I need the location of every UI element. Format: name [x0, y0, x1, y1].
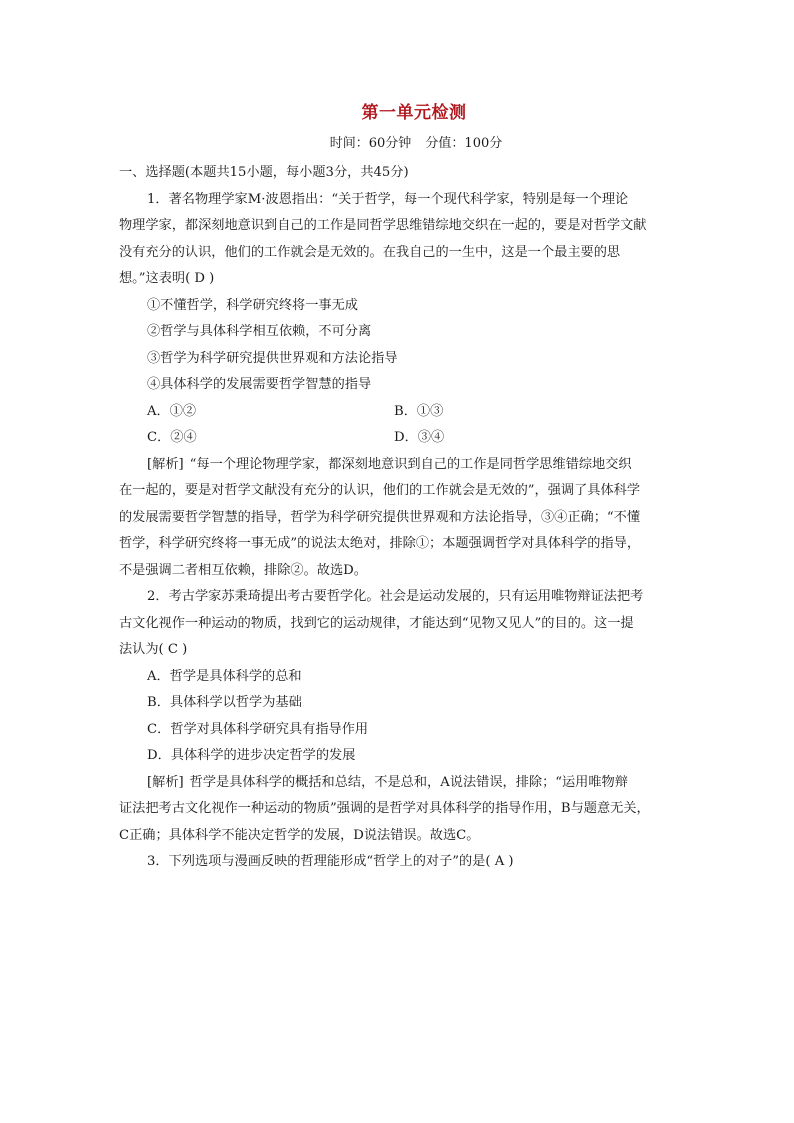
question-stem-line: 没有充分的认识，他们的工作就会是无效的。在我自己的一生中，这是一个最主要的思	[119, 244, 621, 260]
exam-content	[119, 160, 675, 876]
analysis-line: 不是强调二者相互依赖，排除②。故选D。	[119, 562, 367, 578]
analysis-line: 的发展需要哲学智慧的指导，哲学为科学研究提供世界观和方法论指导，③④正确；“不懂	[119, 509, 641, 525]
analysis-text: “每一个理论物理学家，都深刻地意识到自己的工作是同哲学思维错综地交织	[189, 456, 632, 472]
question-1	[119, 187, 675, 585]
statement-item: ①不懂哲学，科学研究终将一事无成	[147, 297, 358, 313]
question-stem-line: 古文化视作一种运动的物质，找到它的运动规律，才能达到“见物又见人”的目的。这一提	[119, 615, 634, 631]
statement-item: ②哲学与具体科学相互依赖，不可分离	[147, 324, 372, 339]
question-stem-line: 法认为( C )	[119, 642, 188, 657]
question-stem-line: 2．考古学家苏秉琦提出考古要哲学化。社会是运动发展的，只有运用唯物辩证法把考	[147, 589, 644, 604]
analysis-line	[119, 770, 675, 797]
analysis-line: C正确；具体科学不能决定哲学的发展，D说法错误。故选C。	[119, 827, 480, 843]
choice-a: A．哲学是具体科学的总和	[147, 668, 302, 684]
question-3	[119, 849, 675, 876]
statement-item: ④具体科学的发展需要哲学智慧的指导	[147, 377, 372, 392]
page-title: 第一单元检测	[361, 103, 467, 123]
question-stem-line: 想。”这表明( D )	[119, 271, 215, 286]
analysis-line: 证法把考古文化视作一种运动的物质”强调的是哲学对具体科学的指导作用，B与题意无关，	[119, 801, 650, 816]
question-stem-line: 物理学家，都深刻地意识到自己的工作是同哲学思维错综地交织在一起的，要是对哲学文献	[119, 218, 647, 233]
choice-a: A．①②	[147, 403, 197, 419]
question-stem-line: 3．下列选项与漫画反映的哲理能形成“哲学上的对子”的是( A )	[147, 854, 514, 869]
time-limit: 时间：60分钟	[329, 136, 412, 151]
choice-row	[119, 425, 675, 452]
total-score: 分值：100分	[425, 136, 503, 151]
question-2	[119, 584, 675, 849]
exam-meta	[0, 132, 794, 151]
choice-c: C．②④	[147, 430, 197, 445]
question-stem-line: 1．著名物理学家M·波恩指出：“关于哲学，每一个现代科学家，特别是每一个理论	[147, 191, 629, 207]
analysis-label: [解析]	[147, 774, 184, 790]
choice-c: C．哲学对具体科学研究具有指导作用	[147, 721, 369, 737]
section-header: 一、选择题(本题共15小题，每小题3分，共45分)	[119, 165, 409, 180]
analysis-text: 哲学是具体科学的概括和总结，不是总和，A说法错误，排除；“运用唯物辩	[189, 774, 628, 790]
choice-row	[119, 399, 675, 426]
analysis-line	[119, 452, 675, 479]
choice-b: B．①③	[394, 403, 444, 419]
choice-d: D．具体科学的进步决定哲学的发展	[147, 748, 356, 763]
analysis-line: 在一起的，要是对哲学文献没有充分的认识，他们的工作就会是无效的”，强调了具体科学	[119, 483, 641, 498]
choice-d: D．③④	[394, 430, 445, 445]
analysis-line: 哲学，科学研究终将一事无成”的说法太绝对，排除①；本题强调哲学对具体科学的指导，	[119, 536, 641, 551]
analysis-label: [解析]	[147, 456, 184, 472]
statement-item: ③哲学为科学研究提供世界观和方法论指导	[147, 350, 398, 366]
choice-b: B．具体科学以哲学为基础	[147, 695, 302, 710]
